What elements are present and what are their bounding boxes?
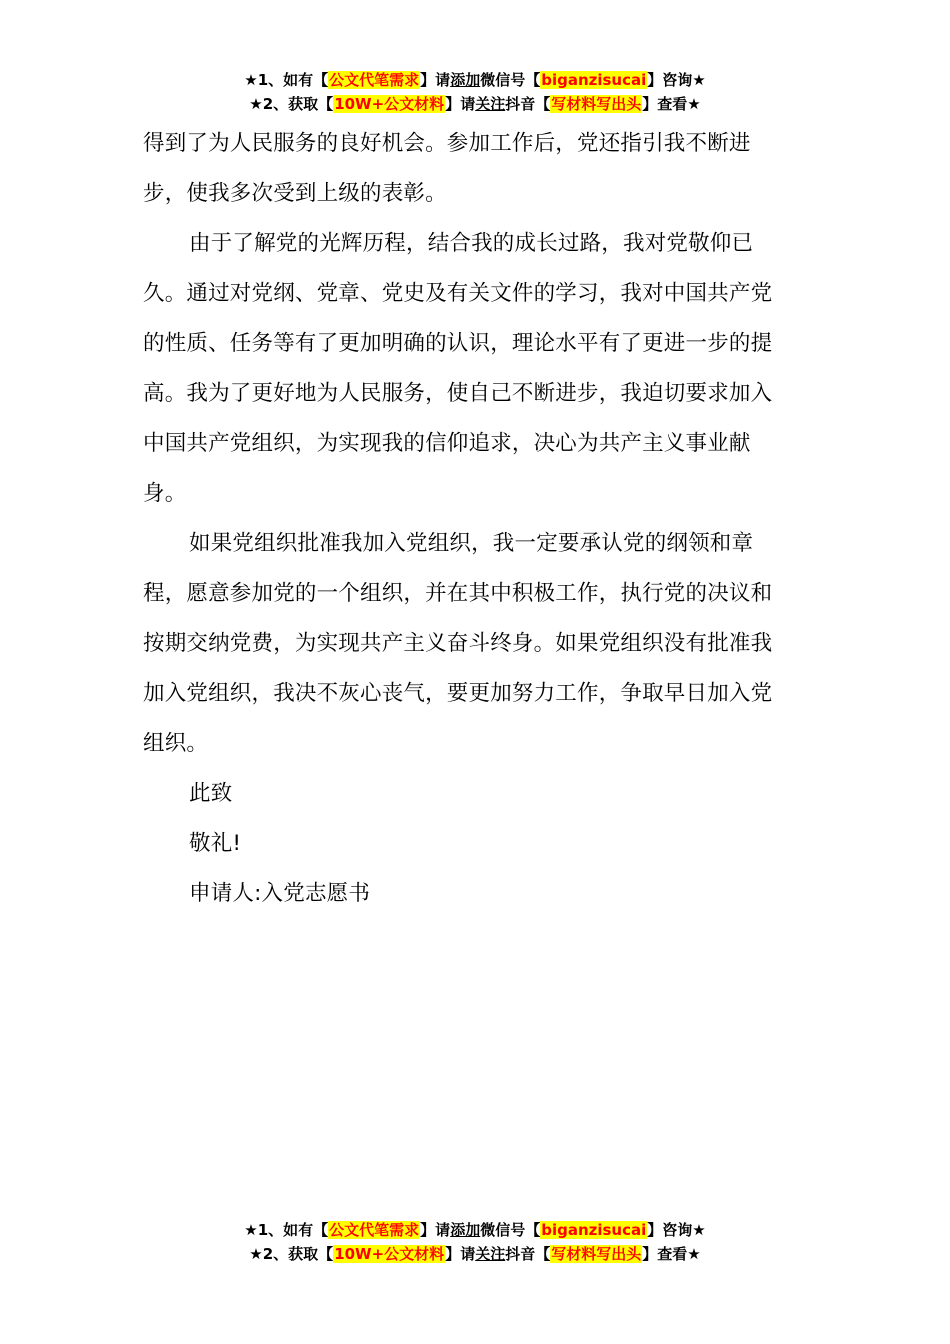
banner-highlight: biganzisucai: [541, 1221, 647, 1239]
paragraph-line: 得到了为人民服务的良好机会。参加工作后，党还指引我不断进: [143, 131, 751, 156]
paragraph-line: 的性质、任务等有了更加明确的认识，理论水平有了更进一步的提: [143, 331, 773, 356]
banner-text: 】请: [420, 1221, 451, 1239]
banner-underlined: 添加: [450, 71, 481, 89]
banner-text: 】咨询★: [647, 1221, 706, 1239]
closing-respect: 敬礼!: [189, 831, 242, 856]
closing-salutation: 此致: [189, 781, 233, 806]
banner-line-2: [0, 92, 950, 116]
banner-text: 微信号【: [480, 71, 541, 89]
paragraph-line: 加入党组织，我决不灰心丧气，要更加努力工作，争取早日加入党: [143, 681, 773, 706]
banner-highlight: 写材料写出头: [551, 95, 642, 113]
banner-line-2: [0, 1242, 950, 1266]
banner-text: ★1、如有【: [244, 71, 329, 89]
paragraph-line: 按期交纳党费，为实现共产主义奋斗终身。如果党组织没有批准我: [143, 631, 773, 656]
banner-highlight: 公文代笔需求: [329, 1221, 420, 1239]
paragraph-line: 久。通过对党纲、党章、党史及有关文件的学习，我对中国共产党: [143, 281, 773, 306]
banner-underlined: 添加: [450, 1221, 481, 1239]
document-body: [143, 119, 813, 919]
banner-highlight: 10W+公文材料: [334, 95, 445, 113]
paragraph-line: 高。我为了更好地为人民服务，使自己不断进步，我迫切要求加入: [143, 381, 773, 406]
banner-highlight: 写材料写出头: [551, 1245, 642, 1263]
banner-text: 】咨询★: [647, 71, 706, 89]
banner-text: 抖音【: [505, 1245, 551, 1263]
banner-text: ★2、获取【: [249, 95, 334, 113]
banner-text: 】查看★: [642, 1245, 701, 1263]
banner-text: 微信号【: [480, 1221, 541, 1239]
banner-highlight: 公文代笔需求: [329, 71, 420, 89]
paragraph-line: 如果党组织批准我加入党组织，我一定要承认党的纲领和章: [189, 531, 754, 556]
banner-highlight: biganzisucai: [541, 71, 647, 89]
banner-text: 抖音【: [505, 95, 551, 113]
banner-text: 】请: [420, 71, 451, 89]
banner-line-1: [0, 68, 950, 92]
applicant-signature: 申请人:入党志愿书: [189, 881, 371, 906]
paragraph-line: 步，使我多次受到上级的表彰。: [143, 181, 447, 206]
banner-underlined: 关注: [475, 95, 506, 113]
paragraph-line: 身。: [143, 481, 187, 506]
banner-highlight: 10W+公文材料: [334, 1245, 445, 1263]
paragraph-line: 中国共产党组织，为实现我的信仰追求，决心为共产主义事业献: [143, 431, 751, 456]
banner-text: 】请: [445, 95, 476, 113]
banner-text: 】查看★: [642, 95, 701, 113]
banner-line-1: [0, 1218, 950, 1242]
banner-text: ★1、如有【: [244, 1221, 329, 1239]
paragraph-line: 程，愿意参加党的一个组织，并在其中积极工作，执行党的决议和: [143, 581, 773, 606]
banner-underlined: 关注: [475, 1245, 506, 1263]
footer-banner: [0, 1218, 950, 1266]
header-banner: [0, 68, 950, 116]
banner-text: 】请: [445, 1245, 476, 1263]
banner-text: ★2、获取【: [249, 1245, 334, 1263]
paragraph-line: 组织。: [143, 731, 209, 756]
paragraph-line: 由于了解党的光辉历程，结合我的成长过路，我对党敬仰已: [189, 231, 754, 256]
